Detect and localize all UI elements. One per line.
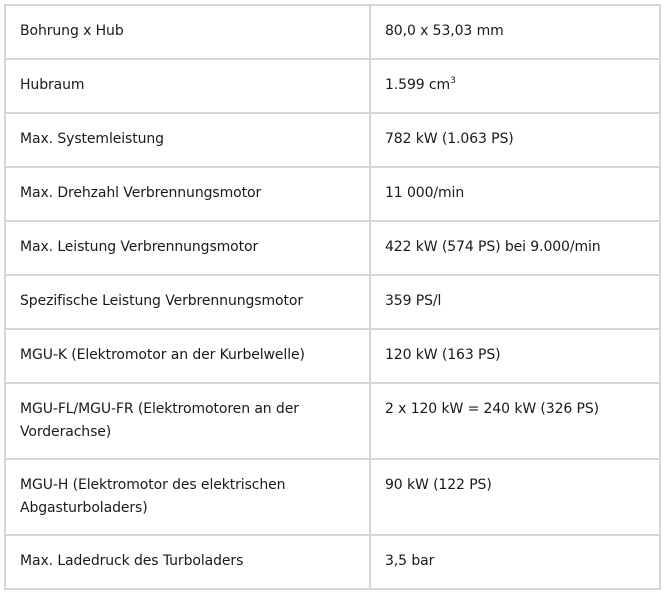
spec-label: Max. Ladedruck des Turboladers [5, 535, 370, 589]
table-row [5, 275, 660, 329]
spec-value [370, 59, 660, 113]
spec-value-text: 1.599 cm [385, 77, 451, 93]
spec-value: 422 kW (574 PS) bei 9.000/min [370, 221, 660, 275]
table-row [5, 113, 660, 167]
spec-value: 359 PS/l [370, 275, 660, 329]
spec-value: 2 x 120 kW = 240 kW (326 PS) [370, 383, 660, 459]
spec-label: Bohrung x Hub [5, 5, 370, 59]
spec-value: 90 kW (122 PS) [370, 459, 660, 535]
table-row [5, 5, 660, 59]
table-row [5, 383, 660, 459]
spec-value: 80,0 x 53,03 mm [370, 5, 660, 59]
spec-label: Spezifische Leistung Verbrennungsmotor [5, 275, 370, 329]
table-row [5, 329, 660, 383]
spec-label: Max. Drehzahl Verbrennungsmotor [5, 167, 370, 221]
spec-label: MGU-K (Elektromotor an der Kurbelwelle) [5, 329, 370, 383]
table-row [5, 459, 660, 535]
table-row [5, 535, 660, 589]
spec-value: 120 kW (163 PS) [370, 329, 660, 383]
spec-value: 11 000/min [370, 167, 660, 221]
spec-label: MGU-H (Elektromotor des elektrischen Abgasturboladers) [5, 459, 370, 535]
spec-value: 782 kW (1.063 PS) [370, 113, 660, 167]
spec-label: Max. Systemleistung [5, 113, 370, 167]
spec-value-superscript: 3 [450, 76, 456, 86]
table-row [5, 167, 660, 221]
spec-label: Hubraum [5, 59, 370, 113]
spec-table [4, 4, 661, 590]
spec-label: MGU-FL/MGU-FR (Elektromotoren an der Vorderachse) [5, 383, 370, 459]
table-row [5, 221, 660, 275]
spec-label: Max. Leistung Verbrennungsmotor [5, 221, 370, 275]
table-row [5, 59, 660, 113]
spec-value: 3,5 bar [370, 535, 660, 589]
